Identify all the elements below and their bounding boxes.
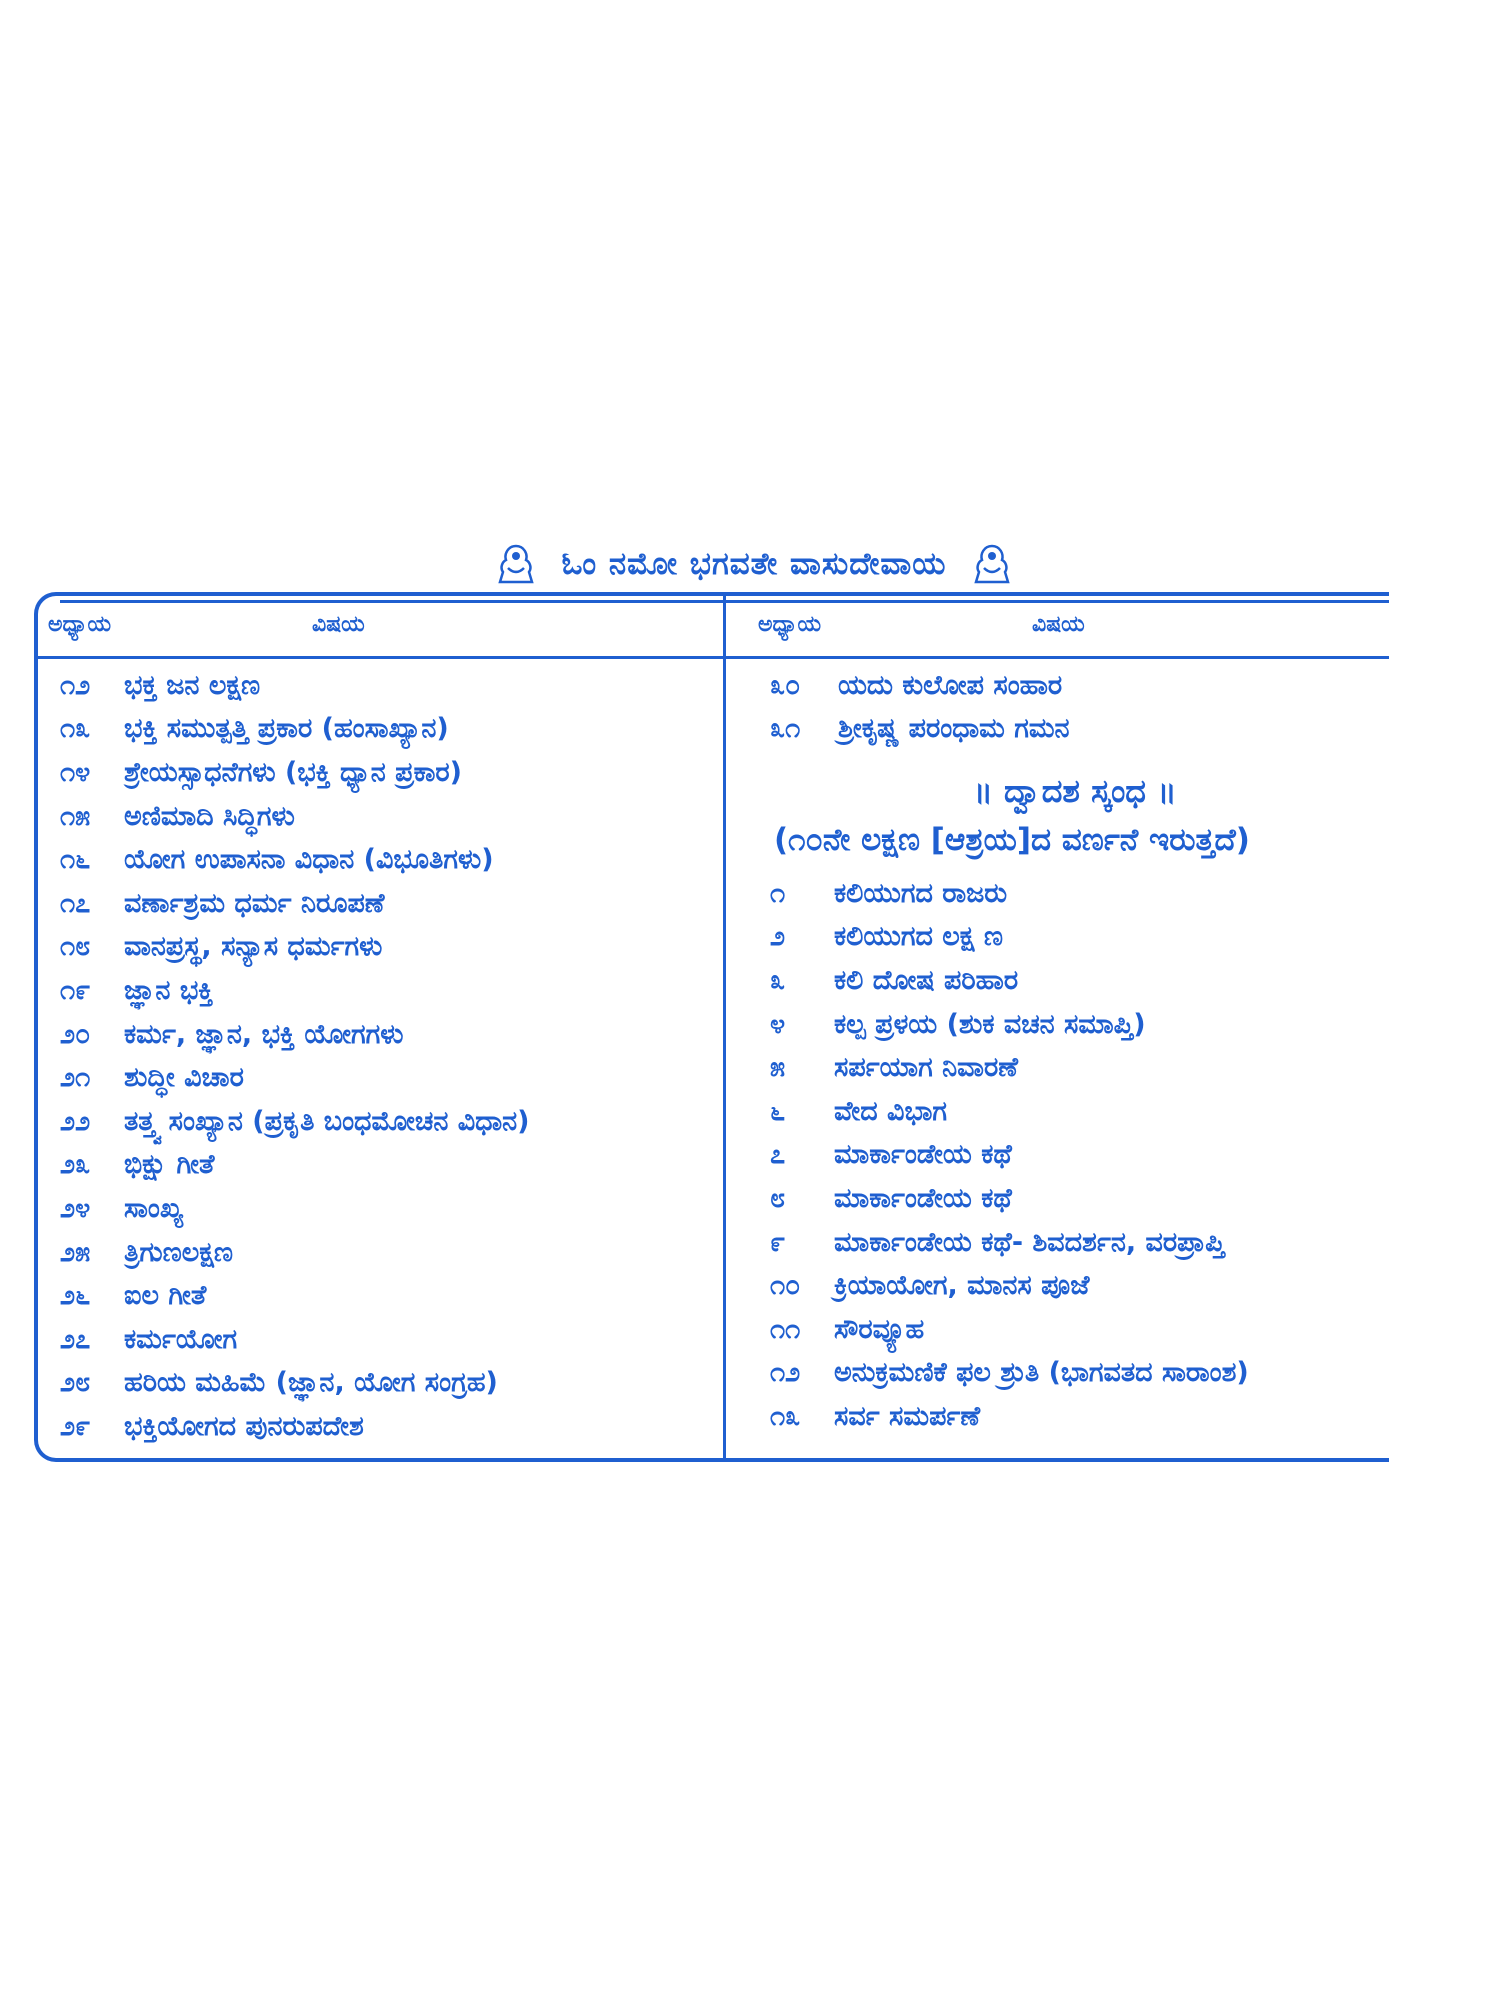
chapter-number: ೨ [770, 921, 786, 953]
chapter-number: ೧೩ [60, 713, 91, 745]
chapter-title: ಭಕ್ತಿ ಸಮುತ್ಪತ್ತಿ ಪ್ರಕಾರ (ಹಂಸಾಖ್ಯಾನ) [124, 713, 449, 745]
chapter-row [60, 664, 710, 708]
chapter-number: ೪ [770, 1008, 786, 1040]
chapter-title: ತ್ರಿಗುಣಲಕ್ಷಣ [124, 1236, 234, 1268]
chapter-number: ೬ [770, 1095, 786, 1127]
chapter-row [60, 1144, 710, 1188]
chapter-number: ೧೯ [60, 974, 91, 1006]
chapter-title: ಐಲ ಗೀತೆ [124, 1280, 207, 1312]
chapter-number: ೧೦ [770, 1270, 801, 1302]
chapter-row [60, 1405, 710, 1449]
chapter-number: ೮ [770, 1182, 786, 1214]
chapter-row [60, 1274, 710, 1318]
chapter-title: ಅನುಕ್ರಮಣಿಕೆ ಫಲ ಶ್ರುತಿ (ಭಾಗವತದ ಸಾರಾಂಶ) [834, 1357, 1249, 1389]
right-chapter-header: ಅಧ್ಯಾಯ [758, 612, 822, 637]
chapter-row [770, 1090, 1380, 1134]
chapter-number: ೨೦ [60, 1018, 91, 1050]
chapter-title: ಮಾರ್ಕಾಂಡೇಯ ಕಥೆ [834, 1182, 1012, 1214]
chapter-title: ಭಿಕ್ಷು ಗೀತೆ [124, 1149, 215, 1181]
chapter-row [770, 916, 1380, 960]
chapter-number: ೧೭ [60, 887, 91, 919]
deity-icon-left [496, 542, 536, 586]
chapter-title: ವಾನಪ್ರಸ್ಥ, ಸನ್ಯಾಸ ಧರ್ಮಗಳು [124, 931, 383, 963]
chapter-row [770, 1134, 1380, 1178]
chapter-title: ಕಲಿಯುಗದ ಲಕ್ಷ ಣ [834, 921, 1003, 953]
chapter-title: ಶ್ರೇಯಸ್ಸಾಧನೆಗಳು (ಭಕ್ತಿ ಧ್ಯಾನ ಪ್ರಕಾರ) [124, 756, 462, 788]
chapter-number: ೩೧ [770, 713, 801, 745]
right-subject-header: ವಿಷಯ [1032, 612, 1085, 637]
right-chapter-list-bottom [770, 872, 1380, 1439]
chapter-row [770, 1395, 1380, 1439]
chapter-row [60, 882, 710, 926]
invocation-line [404, 538, 1104, 590]
chapter-title: ಅಣಿಮಾದಿ ಸಿದ್ಧಿಗಳು [124, 800, 295, 832]
chapter-row [60, 926, 710, 970]
right-chapter-list-top [770, 664, 1380, 751]
chapter-number: ೧೨ [60, 669, 91, 701]
chapter-row [770, 1003, 1380, 1047]
invocation-text: ಓಂ ನಮೋ ಭಗವತೇ ವಾಸುದೇವಾಯ [561, 545, 947, 582]
chapter-row [770, 1221, 1380, 1265]
chapter-title: ಸರ್ಪಯಾಗ ನಿವಾರಣೆ [834, 1052, 1018, 1084]
left-subject-header: ವಿಷಯ [312, 612, 365, 637]
chapter-row [60, 1056, 710, 1100]
deity-icon-right [972, 542, 1012, 586]
chapter-number: ೩ [770, 964, 786, 996]
chapter-number: ೭ [770, 1139, 786, 1171]
section-title: ॥ ದ್ವಾದಶ ಸ್ಕಂಧ ॥ [973, 772, 1177, 810]
chapter-row [770, 1046, 1380, 1090]
header-rule [38, 656, 1389, 659]
chapter-title: ಸೌರವ್ಯೂಹ [834, 1313, 925, 1345]
chapter-number: ೨೧ [60, 1062, 91, 1094]
chapter-number: ೨೭ [60, 1323, 91, 1355]
chapter-title: ವರ್ಣಾಶ್ರಮ ಧರ್ಮ ನಿರೂಪಣೆ [124, 887, 385, 919]
chapter-title: ಹರಿಯ ಮಹಿಮೆ (ಜ್ಞಾನ, ಯೋಗ ಸಂಗ್ರಹ) [124, 1367, 498, 1399]
chapter-row [770, 1352, 1380, 1396]
chapter-title: ಕರ್ಮ, ಜ್ಞಾನ, ಭಕ್ತಿ ಯೋಗಗಳು [124, 1018, 404, 1050]
chapter-title: ಭಕ್ತ ಜನ ಲಕ್ಷಣ [124, 669, 261, 701]
chapter-row [60, 751, 710, 795]
chapter-number: ೨೨ [60, 1105, 91, 1137]
chapter-number: ೧೨ [770, 1357, 801, 1389]
chapter-number: ೧೪ [60, 756, 91, 788]
chapter-title: ಯದು ಕುಲೋಪ ಸಂಹಾರ [838, 669, 1063, 701]
chapter-title: ಕಲಿ ದೋಷ ಪರಿಹಾರ [834, 964, 1019, 996]
section-subtitle: (೧೦ನೇ ಲಕ್ಷಣ [ಆಶ್ರಯ]ದ ವರ್ಣನೆ ಇರುತ್ತದೆ) [774, 822, 1250, 858]
chapter-number: ೧೩ [770, 1400, 801, 1432]
chapter-title: ಕಲ್ಪ ಪ್ರಳಯ (ಶುಕ ವಚನ ಸಮಾಪ್ತಿ) [834, 1008, 1146, 1040]
chapter-number: ೨೮ [60, 1367, 91, 1399]
chapter-title: ಸರ್ವ ಸಮರ್ಪಣೆ [834, 1400, 981, 1432]
chapter-title: ಮಾರ್ಕಾಂಡೇಯ ಕಥೆ [834, 1139, 1012, 1171]
chapter-number: ೨೪ [60, 1192, 91, 1224]
chapter-number: ೧ [770, 877, 786, 909]
chapter-row [60, 969, 710, 1013]
chapter-row [60, 1362, 710, 1406]
chapter-number: ೧೧ [770, 1313, 801, 1345]
chapter-number: ೨೯ [60, 1410, 91, 1442]
chapter-row [60, 1100, 710, 1144]
chapter-title: ಕಲಿಯುಗದ ರಾಜರು [834, 877, 1008, 909]
chapter-row [60, 1318, 710, 1362]
chapter-title: ಕರ್ಮಯೋಗ [124, 1323, 238, 1355]
chapter-row [60, 795, 710, 839]
chapter-row [770, 664, 1380, 708]
chapter-title: ಭಕ್ತಿಯೋಗದ ಪುನರುಪದೇಶ [124, 1410, 364, 1442]
chapter-title: ಮಾರ್ಕಾಂಡೇಯ ಕಥೆ- ಶಿವದರ್ಶನ, ವರಪ್ರಾಪ್ತಿ [834, 1226, 1225, 1258]
chapter-number: ೨೬ [60, 1280, 91, 1312]
chapter-number: ೧೬ [60, 844, 91, 876]
chapter-number: ೧೮ [60, 931, 91, 963]
chapter-row [60, 838, 710, 882]
left-chapter-list [60, 664, 710, 1449]
chapter-title: ಸಾಂಖ್ಯ [124, 1192, 184, 1224]
chapter-number: ೧೫ [60, 800, 91, 832]
chapter-row [60, 708, 710, 752]
chapter-title: ಶುದ್ಧೀ ವಿಚಾರ [124, 1062, 244, 1094]
chapter-row [770, 1308, 1380, 1352]
chapter-row [60, 1013, 710, 1057]
column-divider [723, 596, 726, 1458]
chapter-row [60, 1231, 710, 1275]
left-chapter-header: ಅಧ್ಯಾಯ [48, 612, 112, 637]
chapter-number: ೨೫ [60, 1236, 91, 1268]
chapter-number: ೨೩ [60, 1149, 91, 1181]
chapter-row [60, 1187, 710, 1231]
chapter-row [770, 872, 1380, 916]
chapter-row [770, 1177, 1380, 1221]
chapter-title: ಕ್ರಿಯಾಯೋಗ, ಮಾನಸ ಪೂಜೆ [834, 1270, 1090, 1302]
chapter-number: ೫ [770, 1052, 786, 1084]
chapter-title: ಜ್ಞಾನ ಭಕ್ತಿ [124, 974, 214, 1006]
chapter-row [770, 1264, 1380, 1308]
chapter-row [770, 708, 1380, 752]
chapter-number: ೩೦ [770, 669, 801, 701]
chapter-title: ತತ್ತ್ವ ಸಂಖ್ಯಾನ (ಪ್ರಕೃತಿ ಬಂಧಮೋಚನ ವಿಧಾನ) [124, 1105, 530, 1137]
chapter-title: ಶ್ರೀಕೃಷ್ಣ ಪರಂಧಾಮ ಗಮನ [838, 713, 1070, 745]
chapter-title: ಯೋಗ ಉಪಾಸನಾ ವಿಧಾನ (ವಿಭೂತಿಗಳು) [124, 844, 494, 876]
chapter-title: ವೇದ ವಿಭಾಗ [834, 1095, 948, 1127]
chapter-row [770, 959, 1380, 1003]
chapter-number: ೯ [770, 1226, 786, 1258]
